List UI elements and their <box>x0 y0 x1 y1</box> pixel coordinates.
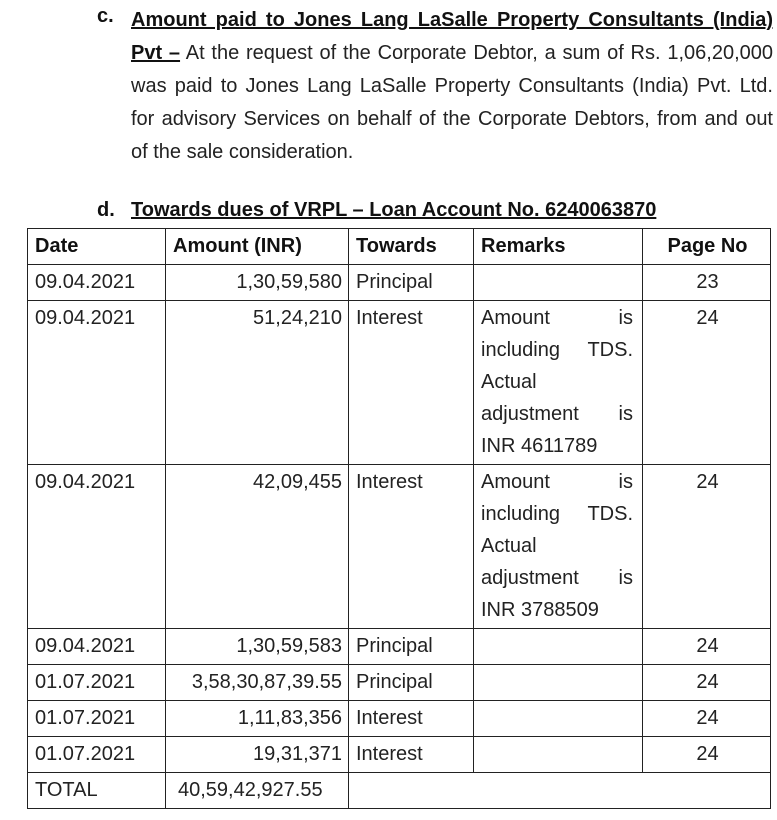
cell-remarks: Amount is including TDS. Actual adjustment is INR 4611789 <box>474 301 643 465</box>
cell-amount: 51,24,210 <box>166 301 349 465</box>
section-d-title <box>97 199 656 222</box>
cell-page-no: 24 <box>643 465 771 629</box>
cell-page-no: 24 <box>643 737 771 773</box>
cell-page-no: 24 <box>643 665 771 701</box>
section-c-marker: c. <box>97 5 114 27</box>
total-label: TOTAL <box>28 773 166 809</box>
total-row <box>28 773 771 809</box>
cell-page-no: 23 <box>643 265 771 301</box>
header-towards: Towards <box>349 229 474 265</box>
cell-towards: Principal <box>349 665 474 701</box>
cell-remarks <box>474 737 643 773</box>
table-row <box>28 465 771 629</box>
cell-remarks: Amount is including TDS. Actual adjustment is INR 3788509 <box>474 465 643 629</box>
cell-towards: Interest <box>349 301 474 465</box>
cell-towards: Interest <box>349 465 474 629</box>
cell-page-no: 24 <box>643 301 771 465</box>
cell-page-no: 24 <box>643 701 771 737</box>
cell-amount: 3,58,30,87,39.55 <box>166 665 349 701</box>
total-empty-cell <box>349 773 771 809</box>
cell-date: 01.07.2021 <box>28 701 166 737</box>
cell-page-no: 24 <box>643 629 771 665</box>
section-c-heading: Amount paid to Jones Lang LaSalle Property Consultants (India) Pvt – <box>131 9 773 64</box>
header-amount: Amount (INR) <box>166 229 349 265</box>
table-row <box>28 737 771 773</box>
cell-towards: Interest <box>349 701 474 737</box>
cell-towards: Principal <box>349 265 474 301</box>
loan-dues-table <box>27 228 771 809</box>
cell-remarks <box>474 629 643 665</box>
cell-remarks <box>474 265 643 301</box>
cell-towards: Interest <box>349 737 474 773</box>
header-date: Date <box>28 229 166 265</box>
cell-amount: 1,30,59,583 <box>166 629 349 665</box>
cell-date: 09.04.2021 <box>28 629 166 665</box>
cell-remarks <box>474 665 643 701</box>
header-page-no: Page No <box>643 229 771 265</box>
section-d-marker: d. <box>97 199 115 221</box>
cell-remarks <box>474 701 643 737</box>
table-row <box>28 629 771 665</box>
table-row <box>28 301 771 465</box>
cell-date: 01.07.2021 <box>28 665 166 701</box>
cell-date: 01.07.2021 <box>28 737 166 773</box>
cell-date: 09.04.2021 <box>28 465 166 629</box>
cell-amount: 1,30,59,580 <box>166 265 349 301</box>
section-c-body: At the request of the Corporate Debtor, a sum of Rs. 1,06,20,000 was paid to Jones Lang LaSalle Property Consultants (India) Pvt. Ltd. for advisory Services on behalf of the Corporate Debtors, from and out of the sale consideration. <box>131 42 773 163</box>
table-header-row <box>28 229 771 265</box>
table-row <box>28 665 771 701</box>
section-c-text <box>131 4 773 169</box>
section-c-paragraph <box>97 4 773 169</box>
section-d-heading: Towards dues of VRPL – Loan Account No. 6240063870 <box>131 199 657 221</box>
cell-towards: Principal <box>349 629 474 665</box>
cell-amount: 42,09,455 <box>166 465 349 629</box>
cell-date: 09.04.2021 <box>28 301 166 465</box>
table-body <box>28 265 771 773</box>
total-amount: 40,59,42,927.55 <box>166 773 349 809</box>
cell-amount: 19,31,371 <box>166 737 349 773</box>
table-row <box>28 701 771 737</box>
header-remarks: Remarks <box>474 229 643 265</box>
table-row <box>28 265 771 301</box>
cell-date: 09.04.2021 <box>28 265 166 301</box>
cell-amount: 1,11,83,356 <box>166 701 349 737</box>
